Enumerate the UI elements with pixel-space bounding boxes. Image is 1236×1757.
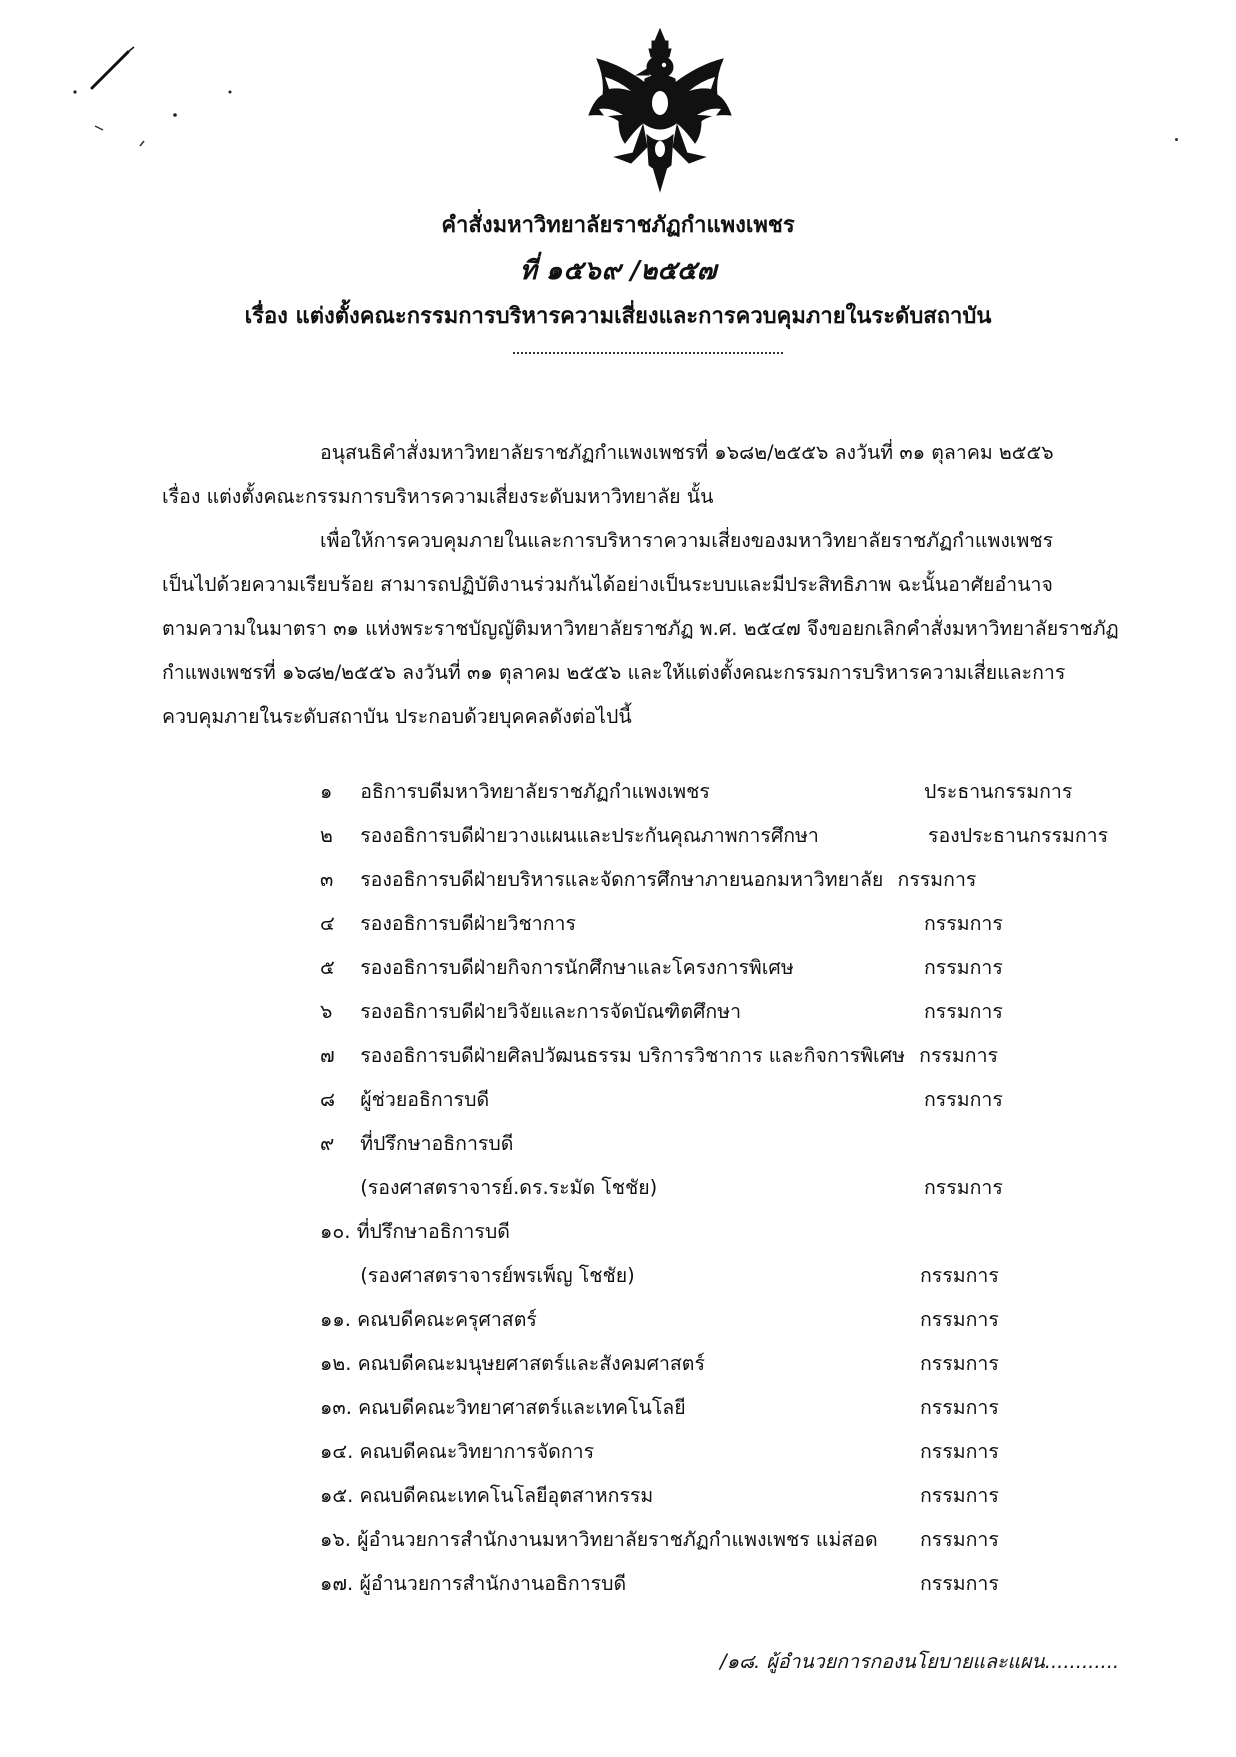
member-item: ๑๒. คณบดีคณะมนุษยศาสตร์และสังคมศาสตร์ กรรมการ (320, 1348, 1120, 1379)
member-role: ประธานกรรมการ (924, 780, 1073, 803)
body-line: กำแพงเพชรที่ ๑๖๘๒/๒๕๕๖ ลงวันที่ ๓๑ ตุลาคม ๒๕๕๖ และให้แต่งตั้งคณะกรรมการบริหารความเสี่ยและการ (162, 661, 1066, 684)
continuation-note: /๑๘. ผู้อำนวยการกองนโยบายและแผน............ (720, 1650, 1120, 1673)
member-role: กรรมการ (924, 1088, 1003, 1111)
member-name: คณบดีคณะวิทยาการจัดการ (359, 1440, 595, 1463)
order-year: /๒๕๕๗ (630, 256, 717, 286)
member-item: ๗ รองอธิการบดีฝ่ายศิลปวัฒนธรรม บริการวิชาการ และกิจการพิเศษ กรรมการ (320, 1044, 998, 1067)
member-role: กรรมการ (920, 1572, 999, 1595)
order-prefix: ที่ (519, 256, 537, 286)
member-name: รองอธิการบดีฝ่ายวิชาการ (360, 912, 576, 935)
member-item: ๖ รองอธิการบดีฝ่ายวิจัยและการจัดบัณฑิตศึกษา กรรมการ (320, 996, 1120, 1027)
order-number-line (0, 250, 1236, 291)
body-line: ควบคุมภายในระดับสถาบัน ประกอบด้วยบุคคลดังต่อไปนี้ (162, 705, 632, 728)
member-item: ๑๑. คณบดีคณะครุศาสตร์ กรรมการ (320, 1304, 1120, 1335)
member-role: กรรมการ (919, 1044, 998, 1067)
garuda-emblem-icon (575, 25, 745, 195)
dotted-separator (513, 352, 783, 354)
member-item: ๔ รองอธิการบดีฝ่ายวิชาการ กรรมการ (320, 908, 1120, 939)
member-item: ๑๐. ที่ปรึกษาอธิการบดี (320, 1220, 510, 1243)
member-name: คณบดีคณะเทคโนโลยีอุตสาหกรรม (359, 1484, 654, 1507)
member-item: ๑๖. ผู้อำนวยการสำนักงานมหาวิทยาลัยราชภัฏกำแพงเพชร แม่สอด กรรมการ (320, 1524, 1120, 1555)
member-role: กรรมการ (924, 1000, 1003, 1023)
member-name: รองอธิการบดีฝ่ายบริหารและจัดการศึกษาภายนอกมหาวิทยาลัย (360, 868, 884, 891)
scan-speck (1175, 138, 1178, 141)
member-role: กรรมการ (897, 868, 977, 891)
member-role: กรรมการ (924, 1176, 1003, 1199)
order-number: ๑๕๖๙ (545, 256, 622, 286)
member-item: ๒ รองอธิการบดีฝ่ายวางแผนและประกันคุณภาพการศึกษา รองประธานกรรมการ (320, 820, 1120, 851)
member-name: คณบดีคณะวิทยาศาสตร์และเทคโนโลยี (358, 1396, 686, 1419)
member-detail-name: (รองศาสตราจารย์พรเพ็ญ โชชัย) (360, 1264, 635, 1287)
body-line: อนุสนธิคำสั่งมหาวิทยาลัยราชภัฏกำแพงเพชรที่ ๑๖๘๒/๒๕๕๖ ลงวันที่ ๓๑ ตุลาคม ๒๕๕๖ (320, 441, 1054, 464)
member-name: รองอธิการบดีฝ่ายกิจการนักศึกษาและโครงการพิเศษ (360, 956, 794, 979)
member-name: ที่ปรึกษาอธิการบดี (356, 1220, 510, 1243)
body-line: เรื่อง แต่งตั้งคณะกรรมการบริหารความเสี่ยงระดับมหาวิทยาลัย นั้น (162, 485, 714, 508)
member-role: กรรมการ (924, 912, 1003, 935)
member-item: ๑๕. คณบดีคณะเทคโนโลยีอุตสาหกรรม กรรมการ (320, 1480, 1120, 1511)
member-detail (320, 1172, 1120, 1203)
member-name: คณบดีคณะมนุษยศาสตร์และสังคมศาสตร์ (357, 1352, 705, 1375)
member-name: อธิการบดีมหาวิทยาลัยราชภัฏกำแพงเพชร (360, 780, 710, 803)
member-role: กรรมการ (920, 1528, 999, 1551)
member-detail (320, 1260, 1120, 1291)
member-item: ๙ ที่ปรึกษาอธิการบดี (320, 1132, 514, 1155)
member-item: ๕ รองอธิการบดีฝ่ายกิจการนักศึกษาและโครงการพิเศษ กรรมการ (320, 952, 1120, 983)
org-title: คำสั่งมหาวิทยาลัยราชภัฏกำแพงเพชร (441, 213, 795, 238)
member-name: ผู้อำนวยการสำนักงานอธิการบดี (359, 1572, 627, 1595)
member-name: ผู้อำนวยการสำนักงานมหาวิทยาลัยราชภัฏกำแพงเพชร แม่สอด (357, 1528, 878, 1551)
member-role: กรรมการ (920, 1440, 999, 1463)
member-name: รองอธิการบดีฝ่ายวิจัยและการจัดบัณฑิตศึกษา (360, 1000, 742, 1023)
member-name: ที่ปรึกษาอธิการบดี (360, 1132, 514, 1155)
member-item: ๑๔. คณบดีคณะวิทยาการจัดการ กรรมการ (320, 1436, 1120, 1467)
member-item: ๑ อธิการบดีมหาวิทยาลัยราชภัฏกำแพงเพชร ประธานกรรมการ (320, 776, 1120, 807)
body-line: เพื่อให้การควบคุมภายในและการบริหาราความเสี่ยงของมหาวิทยาลัยราชภัฏกำแพงเพชร (320, 529, 1054, 552)
member-role: รองประธานกรรมการ (928, 824, 1109, 847)
member-role: กรรมการ (920, 1308, 999, 1331)
member-item: ๘ ผู้ช่วยอธิการบดี กรรมการ (320, 1084, 1120, 1115)
member-name: ผู้ช่วยอธิการบดี (360, 1088, 490, 1111)
member-item: ๓ รองอธิการบดีฝ่ายบริหารและจัดการศึกษาภายนอกมหาวิทยาลัย กรรมการ (320, 868, 977, 891)
body-line: เป็นไปด้วยความเรียบร้อย สามารถปฏิบัติงานร่วมกันได้อย่างเป็นระบบและมีประสิทธิภาพ ฉะนั้นอาศัยอำนาจ (162, 573, 1053, 596)
scan-marks (0, 0, 260, 170)
order-subject: เรื่อง แต่งตั้งคณะกรรมการบริหารความเสี่ยงและการควบคุมภายในระดับสถาบัน (244, 304, 992, 329)
body-line: ตามความในมาตรา ๓๑ แห่งพระราชบัญญัติมหาวิทยาลัยราชภัฏ พ.ศ. ๒๕๔๗ จึงขอยกเลิกคำสั่งมหาวิทยาลัยราชภัฏ (162, 617, 1119, 640)
member-role: กรรมการ (920, 1352, 999, 1375)
member-role: กรรมการ (920, 1484, 999, 1507)
member-role: กรรมการ (924, 956, 1003, 979)
member-role: กรรมการ (920, 1264, 999, 1287)
member-name: คณบดีคณะครุศาสตร์ (357, 1308, 537, 1331)
member-name: รองอธิการบดีฝ่ายศิลปวัฒนธรรม บริการวิชาการ และกิจการพิเศษ (360, 1044, 905, 1067)
member-item: ๑๓. คณบดีคณะวิทยาศาสตร์และเทคโนโลยี กรรมการ (320, 1392, 1120, 1423)
member-role: กรรมการ (920, 1396, 999, 1419)
member-item: ๑๗. ผู้อำนวยการสำนักงานอธิการบดี กรรมการ (320, 1568, 1120, 1599)
member-detail-name: (รองศาสตราจารย์.ดร.ระมัด โชชัย) (360, 1176, 658, 1199)
member-name: รองอธิการบดีฝ่ายวางแผนและประกันคุณภาพการศึกษา (360, 824, 819, 847)
